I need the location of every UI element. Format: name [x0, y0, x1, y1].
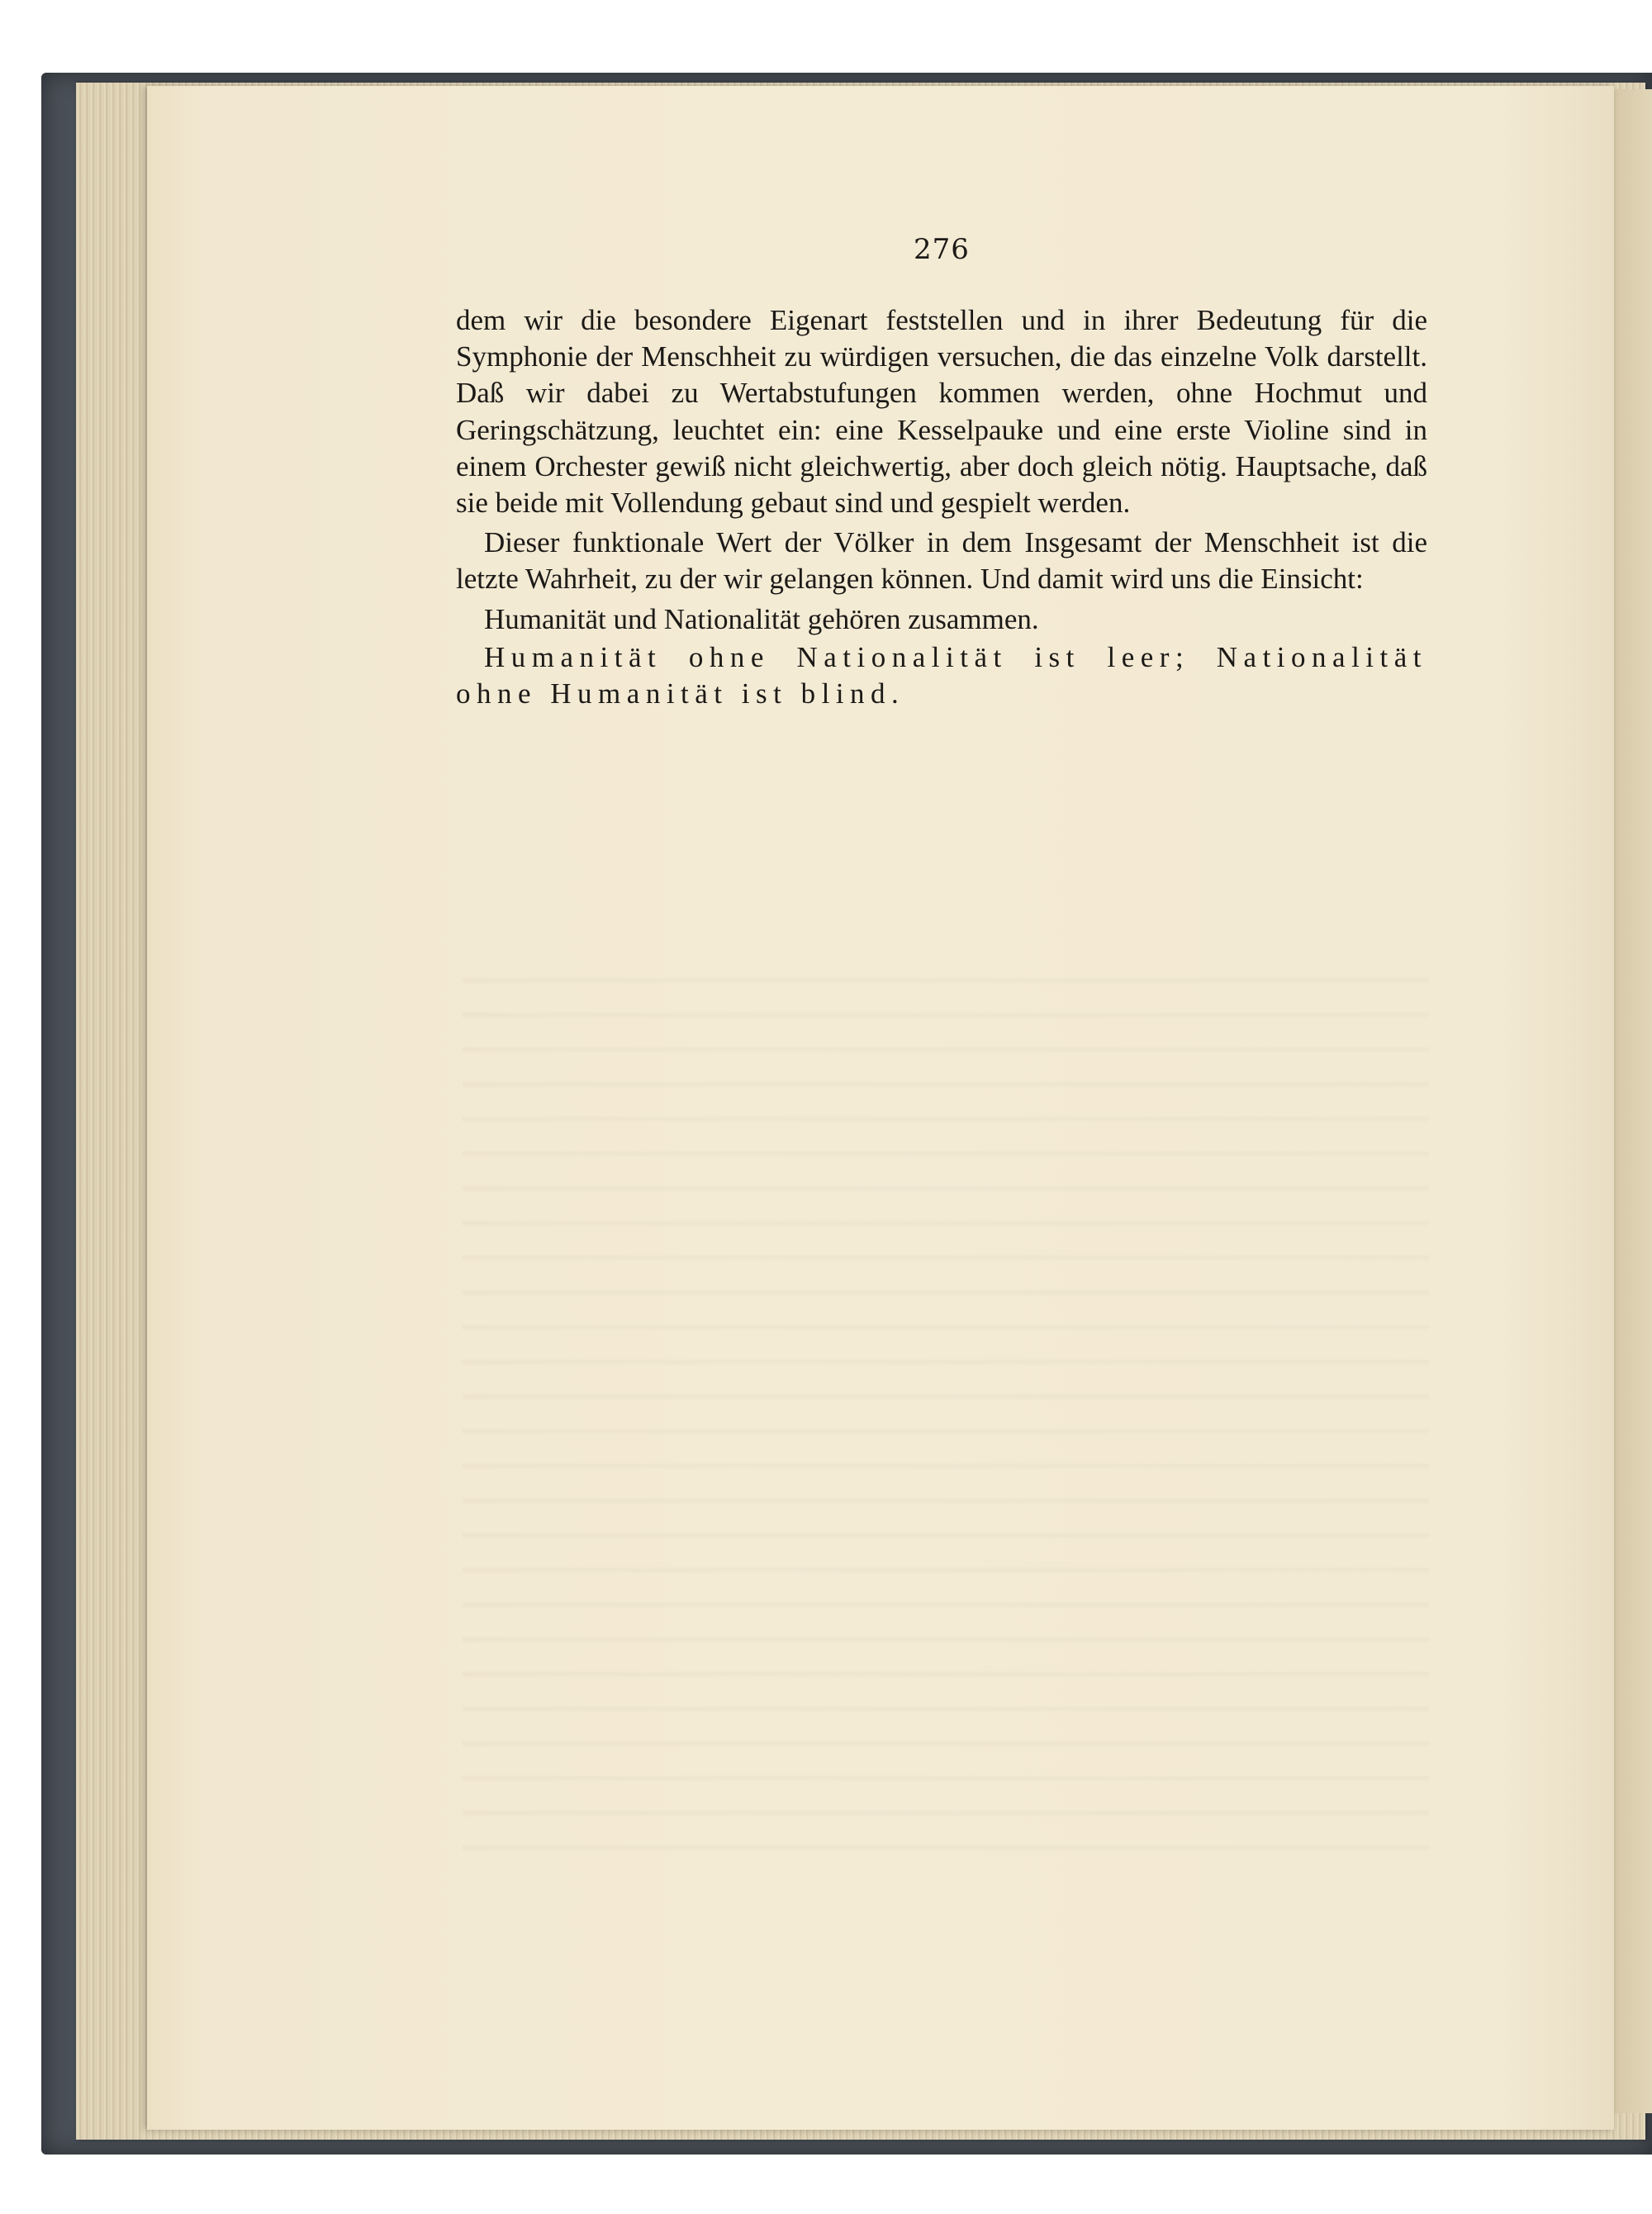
emphasized-statement: Humanität ohne Nationalität ist leer; Nationalität ohne Humanität ist blind.	[456, 640, 1427, 710]
statement-line: Humanität und Nationalität gehören zusammen.	[484, 602, 1039, 635]
page-number: 276	[914, 233, 970, 266]
paragraph-1: dem wir die besondere Eigenart feststellen und in ihrer Bedeutung für die Symphonie der Menschheit zu würdigen versuchen, die das einzelne Volk darstellt. Daß wir dabei zu Wertabstufungen kommen werden, ohne Hochmut und Geringschätzung, leuchtet ein: eine Kesselpauke und eine erste Violine sind in einem Orchester gewiß nicht gleichwertig, aber doch gleich nötig. Hauptsache, daß sie beide mit Vollendung gebaut sind und gespielt werden.	[456, 304, 1427, 520]
show-through-text	[463, 950, 1429, 1859]
paragraph-2: Dieser funktionale Wert der Völker in dem Insgesamt der Menschheit ist die letzte Wahrheit, zu der wir gelangen können. Und damit wird uns die Einsicht:	[456, 526, 1427, 596]
body-text	[456, 302, 1427, 712]
right-page-edge	[1611, 89, 1652, 2113]
